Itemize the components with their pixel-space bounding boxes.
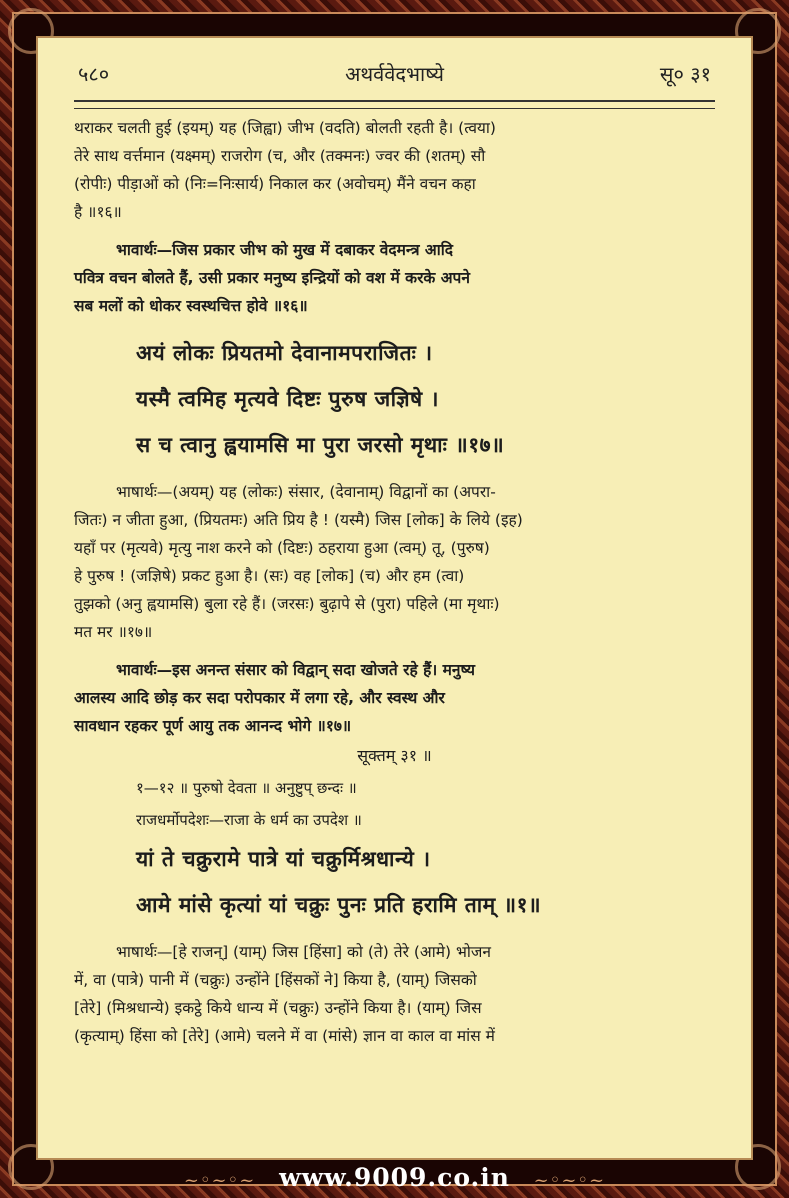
text-line: थराकर चलती हुई (इयम्) यह (जिह्वा) जीभ (वदति) बोलती रहती है। (त्वया): [74, 119, 496, 137]
text-line: सब मलों को धोकर स्वस्थचित्त होवे ॥१६॥: [74, 297, 308, 315]
site-footer: [0, 1163, 789, 1195]
sukta-heading: सूक्तम् ३१ ॥: [357, 746, 432, 765]
mantra-line: अयं लोकः प्रियतमो देवानामपराजितः ।: [136, 341, 433, 365]
text-line: भावार्थः—इस अनन्त संसार को विद्वान् सदा खोजते रहे हैं। मनुष्य: [116, 661, 475, 679]
upadesh-line: राजधर्मोपदेशः—राजा के धर्म का उपदेश ॥: [136, 811, 362, 829]
text-line: मत मर ॥१७॥: [74, 623, 153, 641]
text-line: में, वा (पात्रे) पानी में (चक्रुः) उन्होंने [हिंसकों ने] किया है, (याम्) जिसको: [74, 971, 477, 989]
ornament-icon: ~◦~◦~: [533, 1170, 606, 1191]
text-line: यहाँ पर (मृत्यवे) मृत्यु नाश करने को (दिष्टः) ठहराया हुआ (त्वम्) तू, (पुरुष): [74, 539, 490, 557]
text-line: भाषार्थः—(अयम्) यह (लोकः) संसार, (देवानाम्) विद्वानों का (अपरा-: [116, 483, 496, 501]
text-line: तेरे साथ वर्त्तमान (यक्ष्मम्) राजरोग (च, और (तक्मनः) ज्वर की (शतम्) सौ: [74, 147, 486, 165]
text-line: आलस्य आदि छोड़ कर सदा परोपकार में लगा रहे, और स्वस्थ और: [74, 689, 445, 707]
header-rule: [74, 100, 715, 109]
page-number: ५८०: [78, 62, 110, 86]
text-line: जितः) न जीता हुआ, (प्रियतमः) अति प्रिय है ! (यस्मै) जिस [लोक] के लिये (इह): [74, 511, 523, 529]
bhashartha-17: [74, 478, 715, 646]
bhavarth-16: [74, 236, 715, 320]
page-body: [74, 114, 715, 1050]
ornament-icon: ~◦~◦~: [183, 1170, 256, 1191]
text-line: भाषार्थः—[हे राजन्] (याम्) जिस [हिंसा] को (ते) तेरे (आमे) भोजन: [116, 943, 491, 961]
text-line: हे पुरुष ! (जज्ञिषे) प्रकट हुआ है। (सः) वह [लोक] (च) और हम (त्वा): [74, 567, 465, 585]
book-title: अथर्ववेदभाष्ये: [345, 62, 444, 86]
intro-paragraph: [74, 114, 715, 226]
text-line: सावधान रहकर पूर्ण आयु तक आनन्द भोगे ॥१७॥: [74, 717, 352, 735]
text-line: (कृत्याम्) हिंसा को [तेरे] (आमे) चलने में वा (मांसे) ज्ञान वा काल वा मांस में: [74, 1027, 495, 1045]
book-page: [36, 36, 753, 1160]
mantra-line: आमे मांसे कृत्यां यां चक्रुः पुनः प्रति हरामि ताम् ॥१॥: [136, 893, 542, 917]
website-link[interactable]: www.9009.co.in: [279, 1163, 510, 1192]
text-line: (रोपीः) पीड़ाओं को (निः=निःसार्य) निकाल कर (अवोचम्) मैंने वचन कहा: [74, 175, 476, 193]
mantra-1: [74, 836, 715, 928]
sukta-meta: १—१२ ॥ पुरुषो देवता ॥ अनुष्टुप् छन्दः ॥: [136, 779, 357, 797]
text-line: पवित्र वचन बोलते हैं, उसी प्रकार मनुष्य इन्द्रियों को वश में करके अपने: [74, 269, 470, 287]
bhashartha-1: [74, 938, 715, 1050]
text-line: है ॥१६॥: [74, 203, 122, 221]
text-line: तुझको (अनु ह्वयामसि) बुला रहे हैं। (जरसः) बुढ़ापे से (पुरा) पहिले (मा मृथाः): [74, 595, 500, 613]
text-line: भावार्थः—जिस प्रकार जीभ को मुख में दबाकर वेदमन्त्र आदि: [116, 241, 454, 259]
mantra-line: यस्मै त्वमिह मृत्यवे दिष्टः पुरुष जज्ञिषे ।: [136, 387, 439, 411]
page-header: [78, 60, 711, 94]
sukta-number: सू० ३१: [659, 62, 711, 86]
mantra-line: स च त्वानु ह्वयामसि मा पुरा जरसो मृथाः ॥१७॥: [136, 433, 505, 457]
mantra-17: [74, 330, 715, 468]
bhavarth-17: [74, 656, 715, 740]
text-line: [तेरे] (मिश्रधान्ये) इकट्ठे किये धान्य में (चक्रुः) उन्होंने किया है। (याम्) जिस: [74, 999, 482, 1017]
mantra-line: यां ते चक्रुरामे पात्रे यां चक्रुर्मिश्रधान्ये ।: [136, 847, 431, 871]
